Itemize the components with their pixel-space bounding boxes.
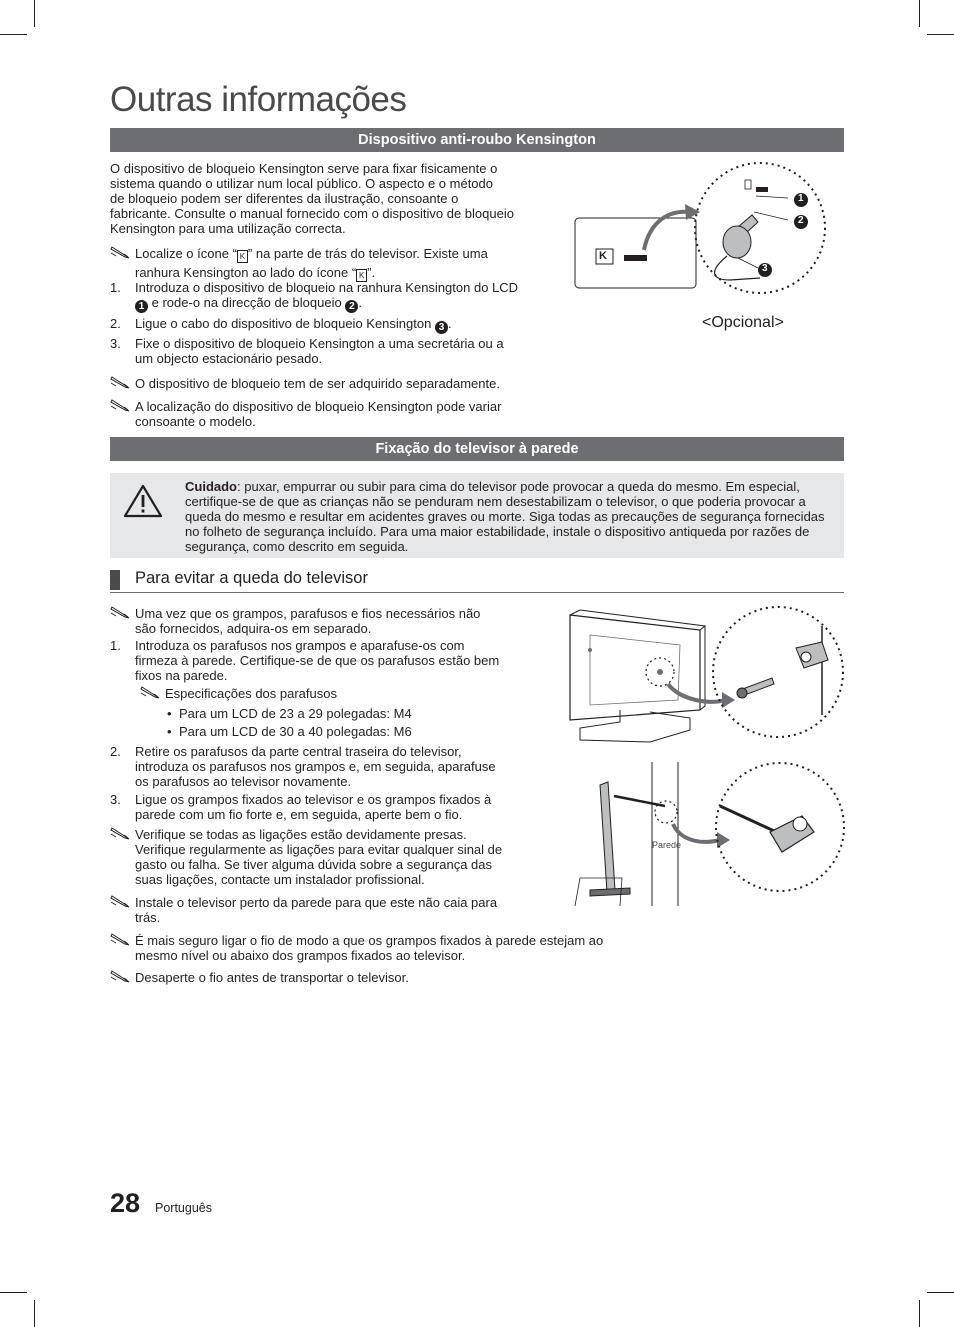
step-text: Introduza os parafusos nos grampos e aparafuse-os com: [135, 638, 465, 653]
callout-1: 1: [798, 193, 804, 204]
note-text: Verifique regularmente as ligações para evitar qualquer sinal de: [135, 842, 503, 857]
step-number: 2.: [110, 316, 121, 331]
note-near-wall: [110, 895, 555, 925]
section-heading-kensington: Dispositivo anti-roubo Kensington: [110, 128, 844, 152]
crop-mark: [34, 0, 35, 27]
note-text: gasto ou falha. Se tiver alguma dúvida sobre a segurança das: [135, 857, 493, 872]
crop-mark: [927, 1292, 954, 1293]
note-text: ” na parte de trás do televisor. Existe uma: [247, 246, 488, 261]
page-title: Outras informações: [110, 80, 407, 119]
circle-number-1: 1: [135, 300, 148, 313]
tv-side-wire-illustration: [570, 760, 850, 910]
note-purchase: [110, 376, 555, 391]
note-screw-spec: [140, 686, 565, 701]
step-number: 3.: [110, 792, 121, 807]
step-number: 1.: [110, 638, 121, 653]
wall-step-3: [110, 792, 555, 822]
note-text: A localização do dispositivo de bloqueio Kensington pode variar: [135, 399, 502, 414]
note-text: Especificações dos parafusos: [165, 686, 337, 701]
caution-box: [110, 473, 844, 558]
intro-line: fabricante. Consulte o manual fornecido com o dispositivo de bloqueio: [110, 206, 514, 221]
crop-mark: [0, 1292, 27, 1293]
pencil-note-icon: [110, 825, 132, 841]
note-text: são fornecidos, adquira-os em separado.: [135, 621, 372, 636]
pencil-note-icon: [110, 893, 132, 909]
caution-text: [185, 479, 835, 554]
step-text: .: [358, 295, 362, 310]
note-text: É mais seguro ligar o fio de modo a que os grampos fixados à parede estejam ao: [135, 933, 604, 948]
step-text: Fixe o dispositivo de bloqueio Kensington a uma secretária ou a: [135, 336, 504, 351]
bullet-dot: •: [167, 724, 172, 739]
pencil-note-icon: [110, 244, 132, 260]
crop-mark: [0, 34, 27, 35]
note-text: O dispositivo de bloqueio tem de ser adquirido separadamente.: [135, 376, 500, 391]
crop-mark: [919, 0, 920, 27]
section-heading-wall-mount: Fixação do televisor à parede: [110, 437, 844, 461]
warning-triangle-icon: [123, 484, 163, 518]
caution-line: segurança, como descrito em seguida.: [185, 539, 409, 554]
circle-number-3: 3: [435, 321, 448, 334]
kensington-intro: [110, 161, 530, 236]
bullet-item: [165, 724, 559, 739]
step-3: [110, 336, 555, 366]
step-text: e rode-o na direcção de bloqueio: [151, 295, 342, 310]
step-text: introduza os parafusos nos grampos e, em seguida, aparafuse: [135, 759, 496, 774]
intro-line: O dispositivo de bloqueio Kensington serve para fixar fisicamente o: [110, 161, 498, 176]
crop-mark: [919, 1300, 920, 1327]
crop-mark: [927, 34, 954, 35]
note-text: ”.: [367, 265, 376, 280]
caution-line: queda do mesmo e resultar em acidentes graves ou morte. Siga todas as precauções de segurança fornecidas: [185, 509, 825, 524]
wall-label: Parede: [652, 840, 682, 850]
note-text: suas ligações, contacte um instalador profissional.: [135, 872, 425, 887]
tv-rear-bracket-illustration: [560, 600, 850, 750]
wall-step-2: [110, 744, 555, 789]
bullet-item: [165, 706, 559, 721]
note-locate-icon: [110, 246, 555, 282]
bullet-dot: •: [167, 706, 172, 721]
bullet-text: Para um LCD de 23 a 29 polegadas: M4: [179, 706, 412, 721]
note-location: [110, 399, 555, 429]
step-number: 2.: [110, 744, 121, 759]
note-text: trás.: [135, 910, 161, 925]
caution-line: : puxar, empurrar ou subir para cima do televisor pode provocar a queda do mesmo. Em especial,: [237, 479, 800, 494]
kensington-icon: K: [356, 269, 367, 282]
step-text: parede com um fio forte e, em seguida, aperte bem o fio.: [135, 807, 463, 822]
note-text: Desaperte o fio antes de transportar o televisor.: [135, 970, 409, 985]
bullet-text: Para um LCD de 30 a 40 polegadas: M6: [179, 724, 412, 739]
kensington-icon: K: [237, 250, 248, 263]
step-text: um objecto estacionário pesado.: [135, 351, 323, 366]
step-text: firmeza à parede. Certifique-se de que os parafusos estão bem: [135, 653, 500, 668]
note-text: Verifique se todas as ligações estão devidamente presas.: [135, 827, 467, 842]
caution-line: no folheto de segurança incluído. Para uma maior estabilidade, instale o dispositivo antiqueda por razões de: [185, 524, 810, 539]
step-2: [110, 316, 555, 334]
note-text: Uma vez que os grampos, parafusos e fios necessários não: [135, 606, 481, 621]
k-label: K: [599, 250, 607, 262]
note-text: mesmo nível ou abaixo dos grampos fixados ao televisor.: [135, 948, 466, 963]
step-text: os parafusos ao televisor novamente.: [135, 774, 352, 789]
step-1: [110, 280, 555, 313]
wall-step-1: [110, 638, 555, 683]
step-text: Retire os parafusos da parte central traseira do televisor,: [135, 744, 462, 759]
pencil-note-icon: [110, 931, 132, 947]
page-number: 28: [110, 1188, 141, 1218]
step-text: Ligue os grampos fixados ao televisor e os grampos fixados à: [135, 792, 492, 807]
note-text: ranhura Kensington ao lado do ícone “: [135, 265, 357, 280]
pencil-note-icon: [110, 604, 132, 620]
pencil-note-icon: [140, 684, 162, 700]
step-text: Introduza o dispositivo de bloqueio na ranhura Kensington do LCD: [135, 280, 519, 295]
intro-line: sistema quando o utilizar num local público. O aspecto e o método: [110, 176, 493, 191]
step-text: .: [447, 316, 452, 331]
note-not-supplied: [110, 606, 555, 636]
note-text: consoante o modelo.: [135, 414, 256, 429]
optional-label: <Opcional>: [702, 314, 784, 331]
note-text: Localize o ícone “: [135, 246, 237, 261]
caution-line: certifique-se de que as crianças não se penduram nem desestabilizam o televisor, o que poderia provocar a: [185, 494, 806, 509]
step-text: Ligue o cabo do dispositivo de bloqueio Kensington: [135, 316, 432, 331]
pencil-note-icon: [110, 968, 132, 984]
note-same-level: [110, 933, 695, 963]
callout-2: 2: [798, 215, 804, 226]
note-check-connections: [110, 827, 555, 887]
pencil-note-icon: [110, 374, 132, 390]
intro-line: Kensington para uma utilização correcta.: [110, 221, 346, 236]
note-transport: [110, 970, 695, 985]
subheading-label: Para evitar a queda do televisor: [135, 569, 368, 587]
subheading-prevent-fall: [110, 567, 844, 593]
step-number: 1.: [110, 280, 121, 295]
subheading-marker: [110, 570, 120, 590]
step-number: 3.: [110, 336, 121, 351]
page-language: Português: [155, 1201, 212, 1215]
intro-line: de bloqueio podem ser diferentes da ilustração, consoante o: [110, 191, 459, 206]
note-text: Instale o televisor perto da parede para que este não caia para: [135, 895, 498, 910]
step-text: fixos na parede.: [135, 668, 228, 683]
pencil-note-icon: [110, 397, 132, 413]
circle-number-2: 2: [345, 300, 358, 313]
callout-3: 3: [762, 263, 768, 274]
kensington-illustration: [570, 160, 840, 310]
crop-mark: [34, 1300, 35, 1327]
caution-label: Cuidado: [185, 479, 237, 494]
